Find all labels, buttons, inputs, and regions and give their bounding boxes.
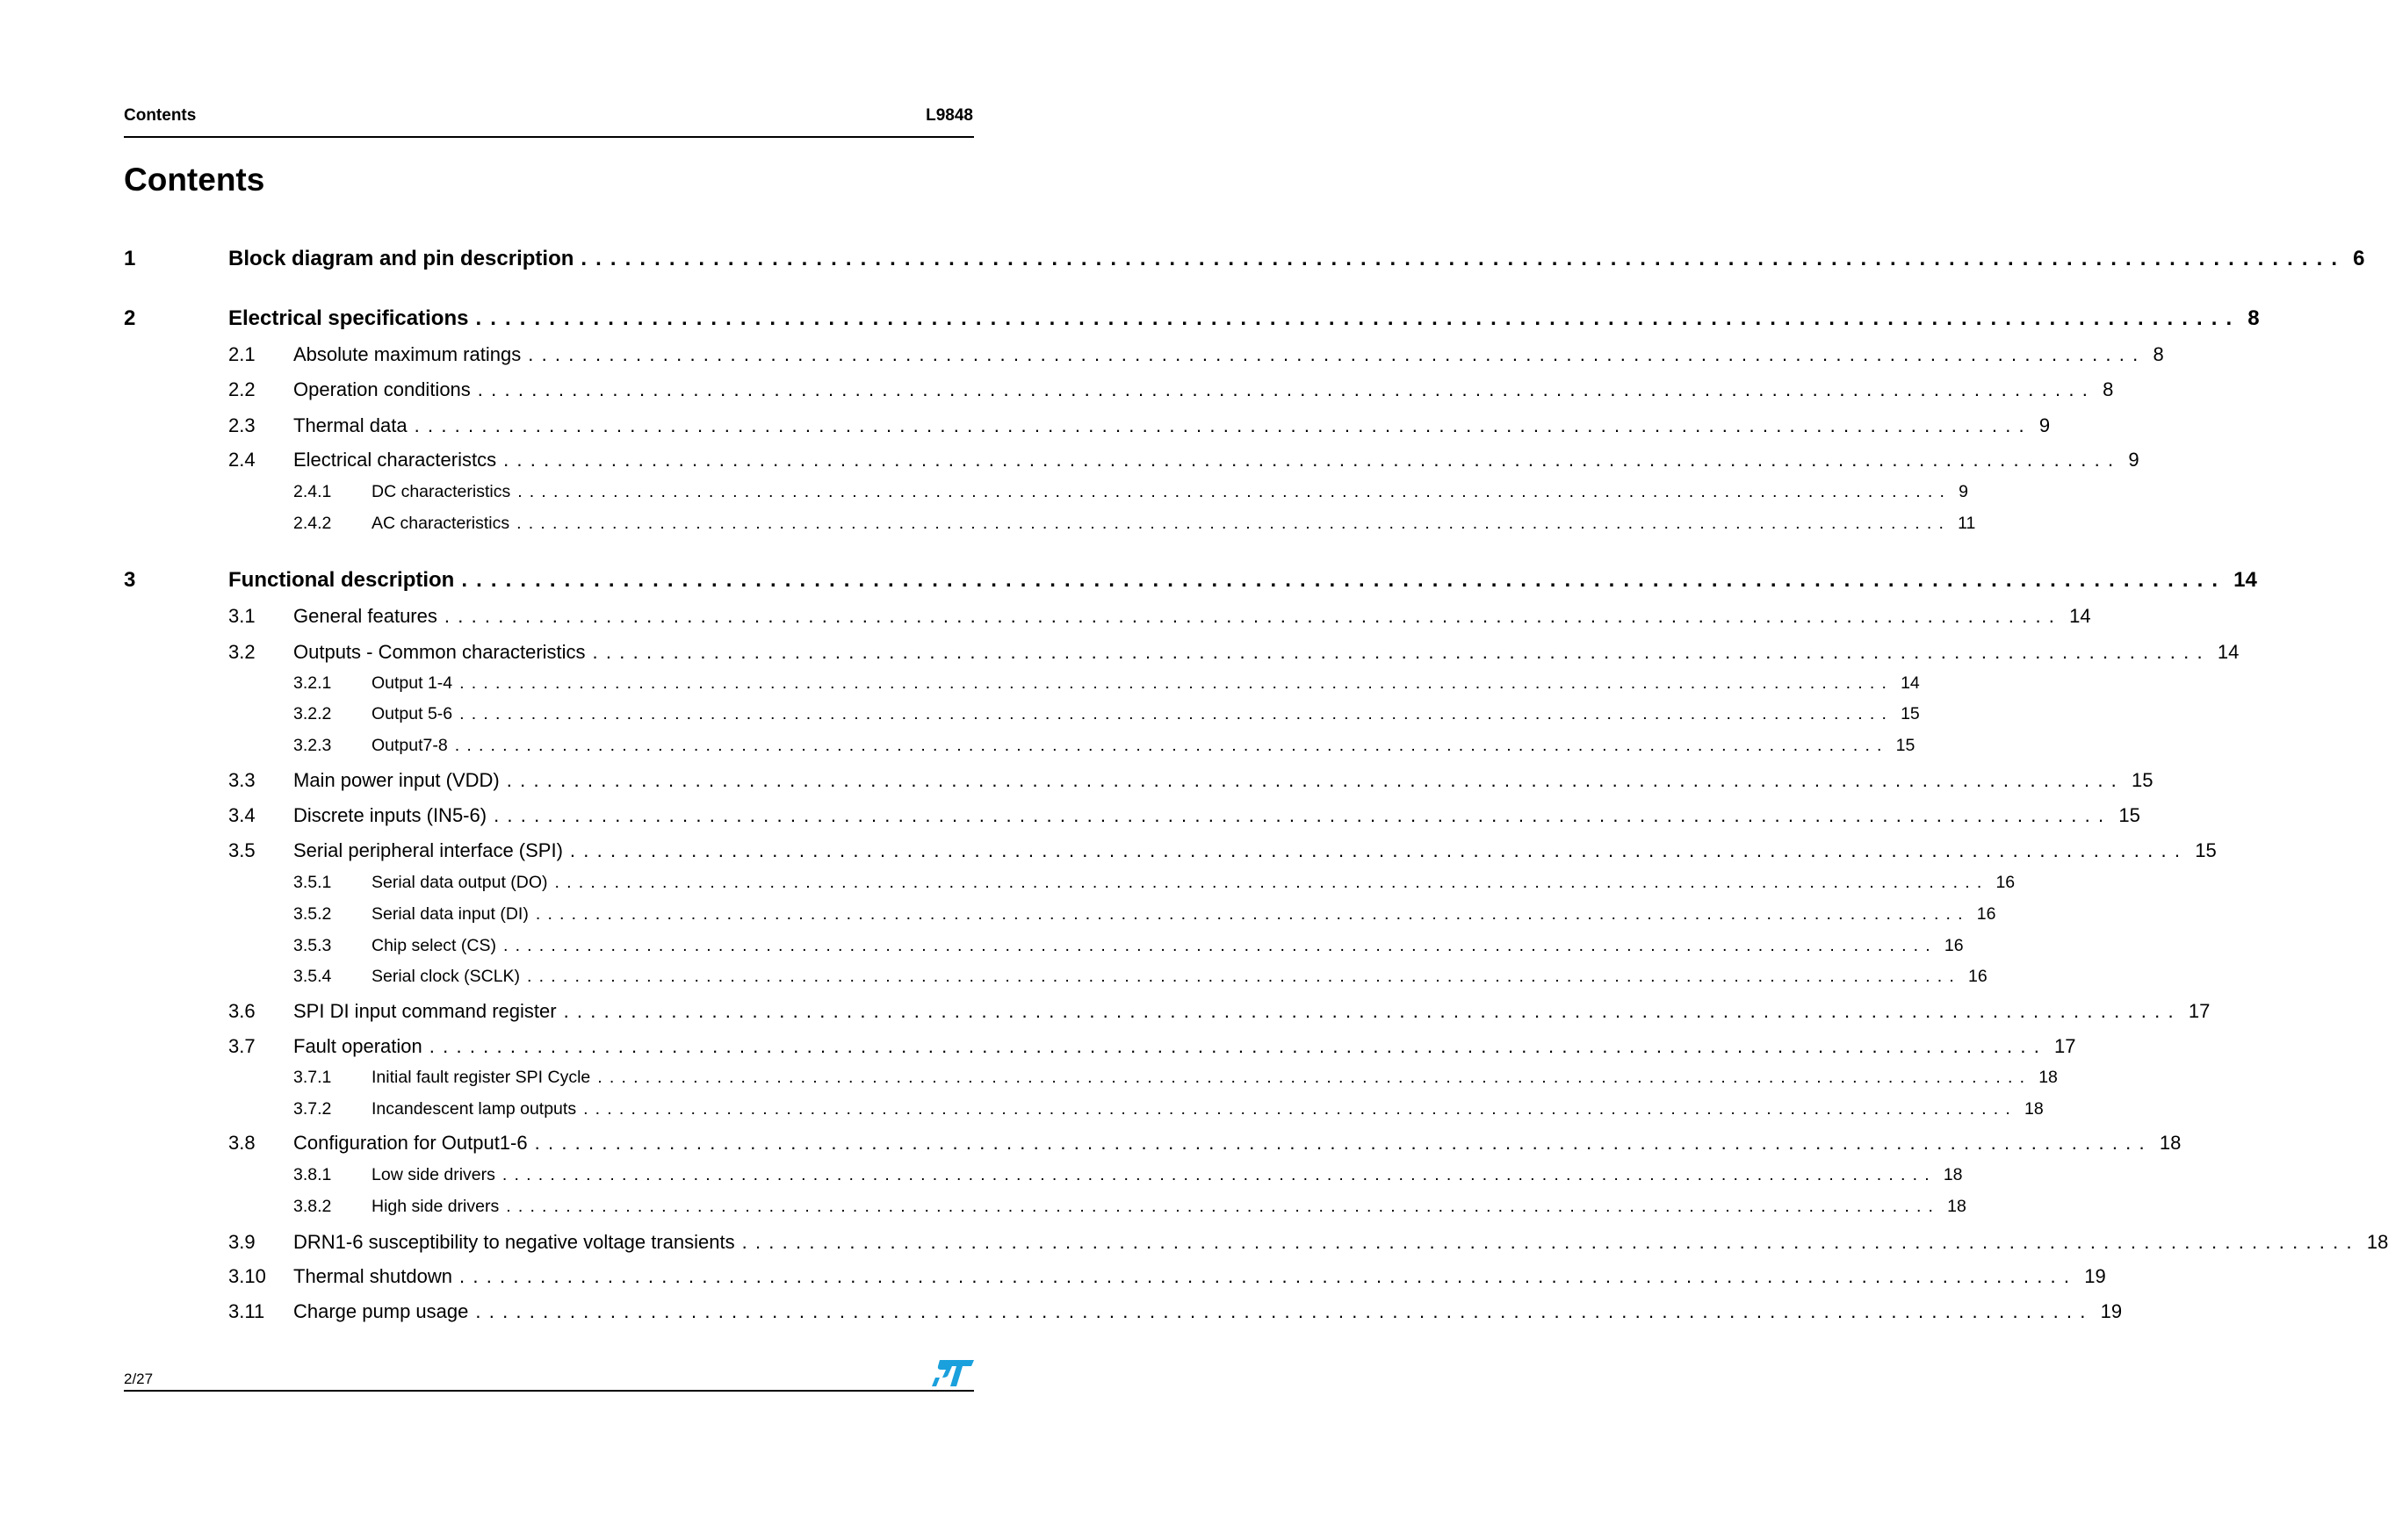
- toc-page-number[interactable]: 18: [2159, 1131, 2182, 1154]
- dot-leader: ........................................................................................................................: [554, 873, 1989, 893]
- toc-entry[interactable]: [124, 768, 2154, 792]
- running-header-doc-id: L9848: [926, 106, 973, 125]
- toc-page-number[interactable]: 9: [1959, 482, 1968, 502]
- dot-leader: ........................................................................................................................: [581, 246, 2347, 270]
- toc-page-number[interactable]: 18: [2024, 1099, 2044, 1119]
- toc-title[interactable]: Low side drivers: [372, 1165, 495, 1185]
- toc-entry[interactable]: [124, 514, 1976, 534]
- toc-number: 3.3: [228, 768, 256, 791]
- toc-entry[interactable]: [124, 414, 2051, 437]
- toc-number: 3.6: [228, 999, 256, 1022]
- toc-number: 2.4.2: [293, 514, 332, 534]
- dot-leader: ........................................................................................................................: [583, 1099, 2018, 1119]
- toc-title[interactable]: Outputs - Common characteristics: [293, 640, 586, 663]
- toc-entry[interactable]: [124, 306, 2260, 331]
- dot-leader: ........................................................................................................................: [741, 1230, 2360, 1253]
- toc-title[interactable]: Electrical specifications: [228, 306, 469, 330]
- toc-number: 3.5.2: [293, 904, 332, 925]
- toc-page-number[interactable]: 15: [1895, 736, 1915, 756]
- toc-page-number[interactable]: 11: [1958, 514, 1976, 534]
- toc-number: 2: [124, 306, 136, 330]
- dot-leader: ........................................................................................................................: [502, 936, 1937, 956]
- toc-entry[interactable]: [124, 904, 1996, 925]
- toc-title[interactable]: Output7-8: [372, 736, 448, 756]
- toc-entry[interactable]: [124, 1230, 2388, 1254]
- toc-entry[interactable]: [124, 378, 2114, 401]
- toc-page-number[interactable]: 14: [2217, 640, 2240, 663]
- dot-leader: ........................................................................................................................: [506, 1197, 1941, 1217]
- dot-leader: ........................................................................................................................: [459, 673, 1894, 694]
- toc-page-number[interactable]: 18: [1947, 1197, 1966, 1217]
- dot-leader: ........................................................................................................................: [501, 1165, 1937, 1185]
- toc-title[interactable]: Initial fault register SPI Cycle: [372, 1068, 591, 1088]
- dot-leader: ........................................................................................................................: [459, 704, 1894, 724]
- dot-leader: ........................................................................................................................: [494, 803, 2112, 826]
- toc-title[interactable]: Incandescent lamp outputs: [372, 1099, 577, 1119]
- dot-leader: ........................................................................................................................: [477, 378, 2096, 400]
- toc-number: 3.5: [228, 838, 256, 861]
- toc-title[interactable]: Serial clock (SCLK): [372, 967, 521, 987]
- toc-entry[interactable]: [124, 1099, 2044, 1119]
- toc-page-number[interactable]: 15: [2195, 838, 2217, 861]
- toc-page-number[interactable]: 15: [2132, 768, 2154, 791]
- toc-title[interactable]: Fault operation: [293, 1034, 422, 1057]
- toc-page-number[interactable]: 18: [2038, 1068, 2058, 1088]
- toc-title[interactable]: Operation conditions: [293, 378, 471, 400]
- toc-number: 3.2.2: [293, 704, 332, 724]
- toc-number: 2.1: [228, 342, 256, 365]
- footer-rule: [124, 1390, 974, 1392]
- page-number: 2/27: [124, 1371, 154, 1387]
- toc-entry[interactable]: [124, 673, 1920, 694]
- toc-number: 2.4.1: [293, 482, 332, 502]
- toc-number: 3.8.2: [293, 1197, 332, 1217]
- toc-title[interactable]: Block diagram and pin description: [228, 246, 574, 270]
- dot-leader: ........................................................................................................................: [563, 999, 2182, 1022]
- toc-page-number[interactable]: 14: [2233, 567, 2257, 592]
- toc-title[interactable]: DC characteristics: [372, 482, 511, 502]
- toc-title[interactable]: Electrical characteristcs: [293, 448, 497, 471]
- toc-number: 3.4: [228, 803, 256, 826]
- toc-entry[interactable]: [124, 482, 1968, 502]
- dot-leader: ........................................................................................................................: [429, 1034, 2048, 1057]
- toc-entry[interactable]: [124, 999, 2211, 1023]
- toc-number: 3.11: [228, 1299, 265, 1322]
- toc-page-number[interactable]: 9: [2038, 414, 2051, 436]
- toc-number: 3.2: [228, 640, 256, 663]
- toc-page-number[interactable]: 16: [1944, 936, 1964, 956]
- toc-number: 3.5.3: [293, 936, 332, 956]
- toc-number: 3.9: [228, 1230, 256, 1253]
- toc-entry[interactable]: [124, 1197, 1966, 1217]
- toc-entry[interactable]: [124, 1068, 2058, 1088]
- toc-page-number[interactable]: 8: [2103, 378, 2114, 400]
- toc-page-number[interactable]: 16: [1967, 967, 1988, 987]
- dot-leader: ........................................................................................................................: [517, 482, 1952, 502]
- dot-leader: ........................................................................................................................: [569, 838, 2189, 861]
- dot-leader: ........................................................................................................................: [535, 904, 1970, 925]
- dot-leader: ........................................................................................................................: [516, 514, 1952, 534]
- st-logo: [931, 1359, 975, 1392]
- toc-title[interactable]: DRN1-6 susceptibility to negative voltage transients: [293, 1230, 735, 1253]
- toc-entry[interactable]: [124, 1299, 2123, 1323]
- dot-leader: ........................................................................................................................: [506, 768, 2125, 791]
- toc-page-number[interactable]: 14: [1901, 673, 1920, 694]
- toc-entry[interactable]: [124, 1165, 1963, 1185]
- toc-entry[interactable]: [124, 803, 2140, 827]
- toc-entry[interactable]: [124, 640, 2240, 664]
- toc-page-number[interactable]: 6: [2353, 246, 2365, 270]
- toc-number: 3.7: [228, 1034, 256, 1057]
- toc-title[interactable]: Output 1-4: [372, 673, 453, 694]
- toc-title[interactable]: Configuration for Output1-6: [293, 1131, 528, 1154]
- dot-leader: ........................................................................................................................: [414, 414, 2032, 436]
- dot-leader: ........................................................................................................................: [461, 567, 2227, 592]
- toc-entry[interactable]: [124, 1131, 2182, 1155]
- header-rule: [124, 136, 974, 138]
- toc-title[interactable]: Charge pump usage: [293, 1299, 469, 1322]
- toc-page-number[interactable]: 19: [2100, 1299, 2123, 1322]
- toc-number: 2.4: [228, 448, 256, 471]
- toc-title[interactable]: High side drivers: [372, 1197, 500, 1217]
- dot-leader: ........................................................................................................................: [503, 448, 2122, 471]
- dot-leader: ........................................................................................................................: [528, 342, 2146, 365]
- toc-number: 3.7.1: [293, 1068, 332, 1088]
- toc-page-number[interactable]: 19: [2084, 1264, 2106, 1287]
- toc-page-number[interactable]: 8: [2153, 342, 2164, 365]
- toc-title[interactable]: Serial data input (DI): [372, 904, 529, 925]
- dot-leader: ........................................................................................................................: [444, 604, 2063, 627]
- toc-title[interactable]: Chip select (CS): [372, 936, 496, 956]
- running-header-section: Contents: [124, 106, 197, 125]
- toc-title[interactable]: Serial peripheral interface (SPI): [293, 838, 563, 861]
- toc-entry[interactable]: [124, 246, 2365, 271]
- toc-page-number[interactable]: 18: [2366, 1230, 2388, 1253]
- toc-page-number[interactable]: 18: [1943, 1165, 1963, 1185]
- toc-number: 2.2: [228, 378, 256, 400]
- toc-entry[interactable]: [124, 704, 1920, 724]
- toc-entry[interactable]: [124, 342, 2164, 366]
- toc-title[interactable]: Main power input (VDD): [293, 768, 500, 791]
- page-title: Contents: [124, 162, 265, 198]
- dot-leader: ........................................................................................................................: [454, 736, 1889, 756]
- toc-number: 1: [124, 246, 136, 270]
- toc-entry[interactable]: [124, 736, 1915, 756]
- toc-entry[interactable]: [124, 838, 2217, 862]
- toc-title[interactable]: Discrete inputs (IN5-6): [293, 803, 487, 826]
- toc-page-number[interactable]: 8: [2247, 306, 2260, 330]
- toc-title[interactable]: Functional description: [228, 567, 455, 592]
- toc-number: 3.2.1: [293, 673, 332, 694]
- toc-page-number[interactable]: 15: [1901, 704, 1920, 724]
- toc-number: 3.8: [228, 1131, 256, 1154]
- toc-number: 3.10: [228, 1264, 266, 1287]
- toc-entry[interactable]: [124, 1264, 2106, 1288]
- toc-entry[interactable]: [124, 567, 2257, 593]
- toc-page-number[interactable]: 17: [2188, 999, 2211, 1022]
- dot-leader: ........................................................................................................................: [458, 1264, 2078, 1287]
- dot-leader: ........................................................................................................................: [597, 1068, 2032, 1088]
- toc-page-number[interactable]: 16: [1995, 873, 2016, 893]
- dot-leader: ........................................................................................................................: [592, 640, 2211, 663]
- toc-title[interactable]: Output 5-6: [372, 704, 453, 724]
- toc-number: 3: [124, 567, 136, 592]
- toc-entry[interactable]: [124, 936, 1964, 956]
- toc-title[interactable]: Serial data output (DO): [372, 873, 548, 893]
- toc-number: 3.5.1: [293, 873, 332, 893]
- toc-title[interactable]: Thermal data: [293, 414, 408, 436]
- dot-leader: ........................................................................................................................: [475, 306, 2241, 330]
- toc-title[interactable]: Thermal shutdown: [293, 1264, 452, 1287]
- dot-leader: ........................................................................................................................: [527, 967, 1961, 987]
- toc-number: 3.5.4: [293, 967, 332, 987]
- toc-title[interactable]: General features: [293, 604, 437, 627]
- toc-number: 3.7.2: [293, 1099, 332, 1119]
- toc-page-number[interactable]: 14: [2069, 604, 2091, 627]
- toc-number: 3.1: [228, 604, 256, 627]
- toc-number: 3.8.1: [293, 1165, 332, 1185]
- dot-leader: ........................................................................................................................: [534, 1131, 2153, 1154]
- toc-entry[interactable]: [124, 1034, 2076, 1058]
- toc-entry[interactable]: [124, 873, 2016, 893]
- toc-entry[interactable]: [124, 967, 1988, 987]
- toc-page-number[interactable]: 9: [2128, 448, 2139, 471]
- toc-entry[interactable]: [124, 448, 2139, 471]
- toc-number: 3.2.3: [293, 736, 332, 756]
- toc-title[interactable]: SPI DI input command register: [293, 999, 557, 1022]
- toc-title[interactable]: Absolute maximum ratings: [293, 342, 522, 365]
- toc-number: 2.3: [228, 414, 256, 436]
- toc-page-number[interactable]: 15: [2118, 803, 2140, 826]
- dot-leader: ........................................................................................................................: [475, 1299, 2094, 1322]
- toc-entry[interactable]: [124, 604, 2091, 628]
- toc-page-number[interactable]: 17: [2054, 1034, 2076, 1057]
- toc-title[interactable]: AC characteristics: [372, 514, 510, 534]
- toc-page-number[interactable]: 16: [1976, 904, 1996, 925]
